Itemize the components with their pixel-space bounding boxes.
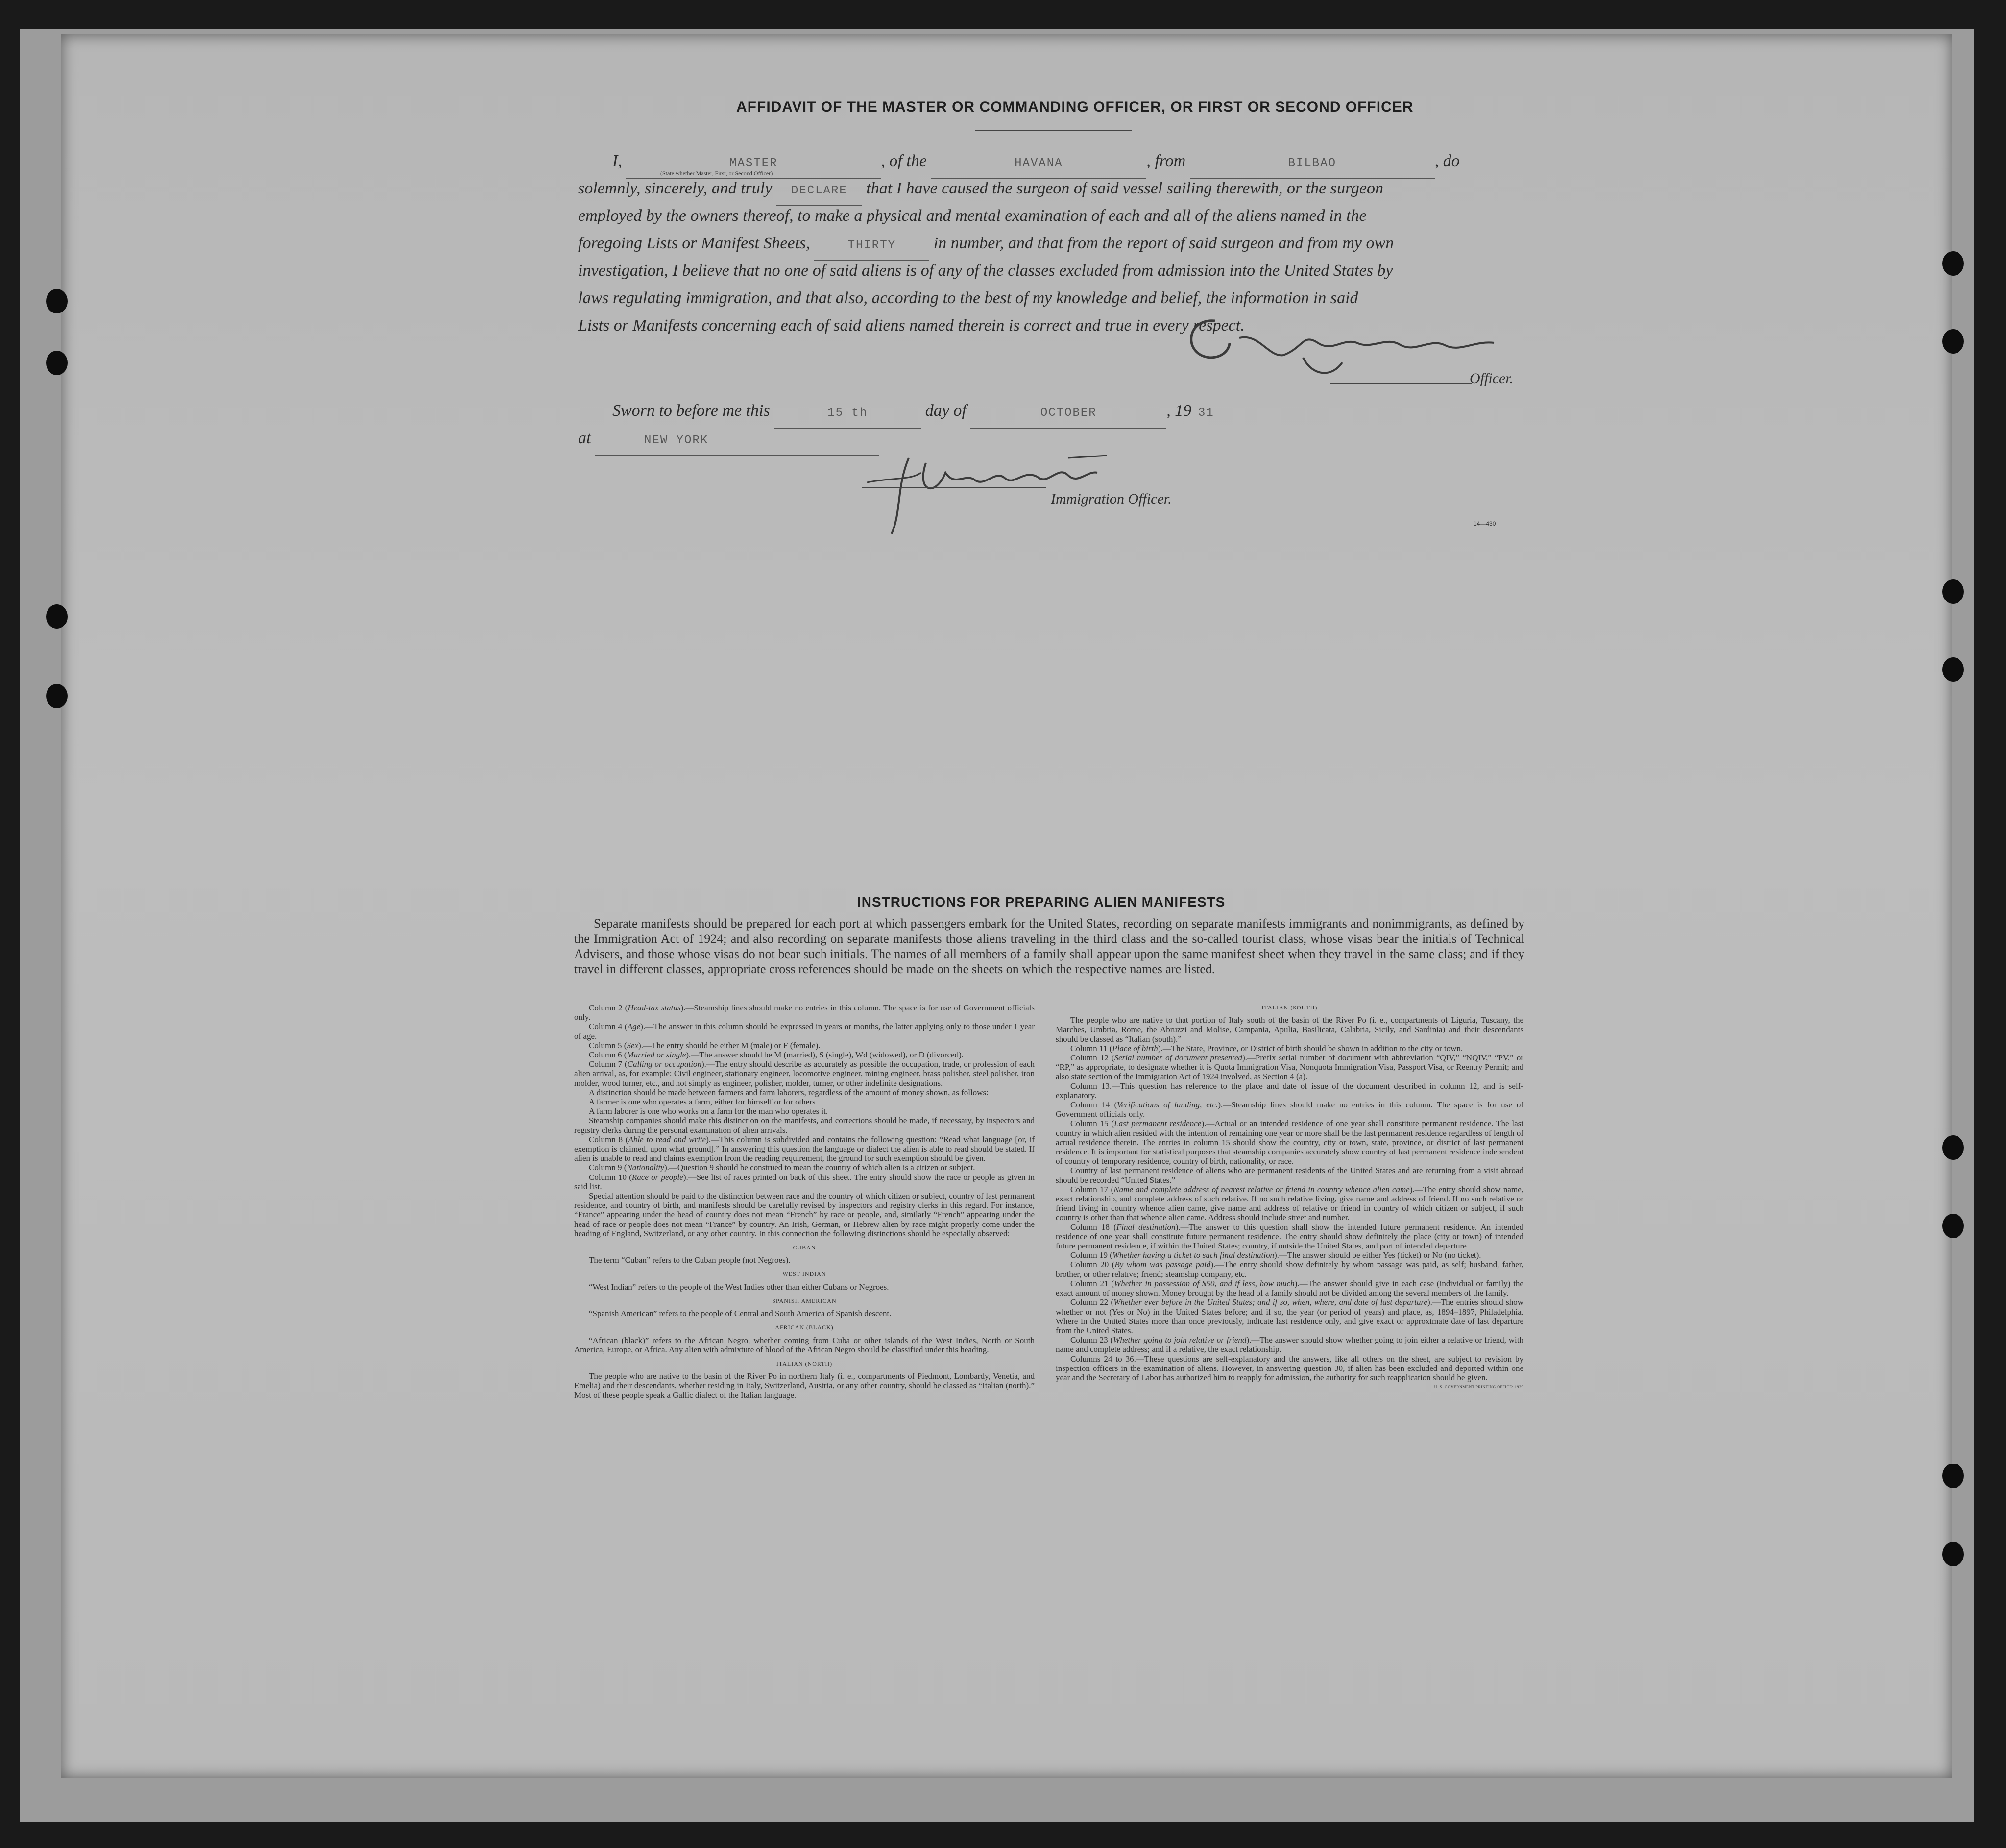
declare-field: DECLARE [776, 177, 862, 206]
instruction-paragraph-text: ).—The answer should be M (married), S (single), Wd (widowed), or D (divorced). [686, 1050, 964, 1060]
instruction-paragraph-label: Column 4 ( [589, 1022, 628, 1032]
instructions-title: INSTRUCTIONS FOR PREPARING ALIEN MANIFESTS [857, 894, 1226, 910]
instruction-paragraph [574, 1135, 1035, 1163]
instruction-paragraph [1056, 1223, 1523, 1251]
vessel-name-field: HAVANA [931, 149, 1146, 179]
affidavit-line-2-rest: that I have caused the surgeon of said vessel sailing therewith, or the surgeon [866, 179, 1384, 197]
instruction-paragraph-italic: Final destination [1116, 1222, 1176, 1232]
officer-signature-line [1330, 383, 1472, 384]
instruction-paragraph-text: —This question has reference to the place and date of issue of the document described in column 12, and is self-explanatory. [1056, 1081, 1523, 1100]
instruction-paragraph-italic: Whether in possession of $50, and if less, how much [1114, 1278, 1295, 1288]
instruction-paragraph-label: Column 9 ( [589, 1163, 627, 1173]
officer-rank-field: MASTER [626, 149, 881, 179]
race-heading: SPANISH AMERICAN [772, 1297, 837, 1304]
instruction-paragraph-text: ).—The answer to this question shall show the intended future permanent residence. An intended residence of one year shall constitute future permanent residence. The entry should show definitely the place (city or town) of intended future permanent residence, if within the United States; country, if outside the United States, and port of intended departure. [1056, 1222, 1523, 1251]
instruction-paragraph [1056, 1100, 1523, 1119]
affidavit-line-3: employed by the owners thereof, to make a physical and mental examination of each and all of the aliens named in the [578, 207, 1367, 225]
instruction-paragraph-italic: Whether going to join relative or friend [1113, 1335, 1247, 1345]
instruction-paragraph-text: ).—The State, Province, or District of birth should be shown in addition to the city or town. [1158, 1043, 1463, 1053]
instruction-paragraph [574, 1050, 1035, 1059]
affidavit-line-4-rest: in number, and that from the report of said surgeon and from my own [933, 234, 1394, 252]
instruction-paragraph-text: ).—Steamship lines should make no entries in this column. The space is for use of Government officials only. [574, 1003, 1035, 1022]
instruction-paragraph-label: Column 2 ( [589, 1003, 628, 1012]
affidavit-title: AFFIDAVIT OF THE MASTER OR COMMANDING OFFICER, OR FIRST OR SECOND OFFICER [736, 99, 1414, 115]
instruction-paragraph [1056, 1354, 1523, 1383]
instruction-paragraph [1056, 1297, 1523, 1335]
immigration-officer-signature-line [862, 487, 1046, 488]
instruction-paragraph [574, 1116, 1035, 1134]
instruction-paragraph-text: ).—The answer should give in each case (individual or family) the exact amount of money shown. Money brought by the head of a family should not be divided among the several members of the family. [1056, 1278, 1523, 1298]
instruction-paragraph-text: Steamship companies should make this distinction on the manifests, and corrections should be made, if necessary, by inspectors and registry clerks during the personal examination of alien arrivals. [574, 1116, 1035, 1135]
punch-hole [1942, 579, 1964, 604]
departure-port-field: BILBAO [1190, 149, 1435, 179]
instruction-paragraph-italic: Married or single [627, 1050, 686, 1060]
day-of-text: day of [925, 402, 967, 420]
sworn-day-field: 15 th [774, 399, 921, 429]
race-heading: WEST INDIAN [782, 1271, 826, 1278]
affidavit-do: , do [1434, 152, 1460, 170]
punch-hole [1942, 1542, 1964, 1566]
instruction-paragraph-text: ).—Prefix serial number of document with abbreviation “QIV,” “NQIV,” “PV,” or “RP,” as appropriate, to designate whether it is Quota Immigration Visa, Nonquota Immigration Visa, Passport Visa, or Reentry Permit; and also state section of the Immigration Act of 1924 involved, as Section 4 (a). [1056, 1053, 1523, 1081]
instruction-paragraph-label: Columns 24 to 36. [1070, 1354, 1136, 1364]
race-heading: CUBAN [793, 1244, 816, 1251]
sworn-place-field: NEW YORK [595, 427, 879, 456]
instruction-paragraph [574, 1041, 1035, 1050]
instruction-paragraph-text: ).—The entries should show whether or not (Yes or No) in the United States before; and if so, the year (or period of years) and place, as, 1894–1897, Philadelphia. Where in the United States more than once previously, indicate last residence only, and give exact or approximate date of last departure from the United States. [1056, 1297, 1524, 1335]
race-definition: The term “Cuban” refers to the Cuban people (not Negroes). [589, 1255, 791, 1265]
instruction-paragraph-text: Country of last permanent residence of aliens who are permanent residents of the United States and are returning from a visit abroad should be recorded “United States.” [1056, 1166, 1523, 1185]
instruction-paragraph-text: A farm laborer is one who works on a farm for the man who operates it. [589, 1106, 828, 1116]
instruction-paragraph-text: ).—Question 9 should be construed to mean the country of which alien is a citizen or subject. [664, 1163, 975, 1173]
instruction-paragraph [1056, 1279, 1523, 1297]
instruction-paragraph [574, 1097, 1035, 1106]
instruction-paragraph-text: ).—Actual or an intended residence of one year shall constitute permanent residence. The last country in which alien resided with the intention of remaining one year or more shall be the last permanent residence regardless of length of actual residence therein. The entries in column 15 should show the country, city or town, state, province, or district of last permanent residence. It is important for statistical purposes that steamship companies accurately show country of last permanent residence independent of country of temporary residence, country of birth, nationality, or race. [1056, 1119, 1523, 1166]
instruction-paragraph-italic: Calling or occupation [627, 1059, 701, 1069]
instructions-left-column [574, 1003, 1035, 1400]
race-definition: The people who are native to the basin of the River Po in northern Italy (i. e., compartments of Piedmont, Lombardy, Venetia, and Emelia) and their descendants, whether residing in Italy, Switzerland, Austria, or any other country, should be classed as “Italian (north).” Most of these people speak a Gallic dialect of the Italian language. [574, 1371, 1035, 1400]
immigration-officer-label: Immigration Officer. [1051, 491, 1172, 507]
instruction-paragraph [574, 1022, 1035, 1040]
instruction-paragraph-italic: Place of birth [1112, 1043, 1158, 1053]
instruction-paragraph [1056, 1053, 1523, 1081]
punch-hole [1942, 1214, 1964, 1238]
instructions-right-column [1056, 1003, 1523, 1392]
affidavit-line-7: Lists or Manifests concerning each of said aliens named therein is correct and true in every respect. [578, 316, 1245, 335]
punch-hole [46, 351, 68, 375]
instruction-paragraph-text: The people who are native to that portion of Italy south of the basin of the River Po (i. e., compartments of Liguria, Tuscany, the Marches, Umbria, Rome, the Abruzzi and Molise, Campania, Apulia, Basilicata, Calabria, Sicily, and Sardinia) and their descendants should be classed as “Italian (south).” [1056, 1015, 1523, 1044]
instruction-paragraph-label: Column 19 ( [1070, 1250, 1112, 1260]
officer-label: Officer. [1470, 370, 1514, 386]
race-definition: “West Indian” refers to the people of the West Indies other than either Cubans or Negroes. [589, 1282, 889, 1292]
instruction-paragraph-label: Column 12 ( [1070, 1053, 1114, 1063]
instruction-paragraph-text: ).—Steamship lines should make no entries in this column. The space is for use of Government officials only. [1056, 1100, 1523, 1119]
instruction-paragraph [1056, 1044, 1523, 1053]
instruction-paragraph-label: Column 5 ( [589, 1040, 627, 1050]
instruction-paragraph [1056, 1166, 1523, 1184]
instruction-paragraph-italic: Head-tax status [628, 1003, 681, 1012]
instruction-paragraph-label: Column 8 ( [589, 1134, 628, 1144]
instruction-paragraph-label: Column 21 ( [1070, 1278, 1114, 1288]
race-heading: AFRICAN (BLACK) [775, 1324, 834, 1331]
affidavit-solemnly: solemnly, sincerely, and truly [578, 179, 773, 197]
affidavit-line-5: investigation, I believe that no one of said aliens is of any of the classes excluded from admission into the United States by [578, 262, 1393, 280]
race-definition: “Spanish American” refers to the people of Central and South America of Spanish descent. [589, 1309, 892, 1319]
sworn-month-field: OCTOBER [970, 399, 1166, 429]
punch-hole [46, 289, 68, 313]
instruction-paragraph-text: ).—The entry should be either M (male) or F (female). [638, 1040, 821, 1050]
instruction-paragraph [574, 1003, 1035, 1022]
instruction-paragraph [1056, 1185, 1523, 1223]
instruction-paragraph [574, 1191, 1035, 1238]
instruction-paragraph-italic: Name and complete address of nearest relative or friend in country whence alien came [1113, 1184, 1410, 1194]
instruction-paragraph-italic: Whether having a ticket to such final destination [1112, 1250, 1274, 1260]
instruction-paragraph-italic: Verifications of landing, etc. [1117, 1100, 1218, 1110]
punch-hole [1942, 329, 1964, 354]
instruction-paragraph-text: A distinction should be made between farmers and farm laborers, regardless of the amount of money shown, as follows: [589, 1087, 989, 1097]
instruction-paragraph [1056, 1015, 1523, 1044]
punch-hole [1942, 1135, 1964, 1160]
race-definition: “African (black)” refers to the African Negro, whether coming from Cuba or other islands of the West Indies, North or South America, Europe, or Africa. Any alien with admixture of blood of the African Negro should be classified under this heading. [574, 1335, 1035, 1354]
sworn-year-field: 31 [1198, 407, 1214, 420]
at-text: at [578, 429, 591, 447]
instruction-paragraph [574, 1173, 1035, 1191]
affidavit-i: I, [612, 152, 622, 170]
title-divider [975, 130, 1132, 131]
instruction-paragraph [1056, 1260, 1523, 1278]
year-prefix: , 19 [1166, 402, 1192, 420]
punch-hole [1942, 657, 1964, 682]
instruction-paragraph-text: ).—The answer in this column should be expressed in years or months, the latter applying only to those under 1 year of age. [574, 1022, 1035, 1041]
italian-south-heading: ITALIAN (SOUTH) [1261, 1004, 1318, 1011]
instruction-paragraph-italic: By whom was passage paid [1114, 1260, 1211, 1270]
instruction-paragraph-text: ).—The answer should be either Yes (ticket) or No (no ticket). [1274, 1250, 1481, 1260]
instruction-paragraph-text: ).—The answer should show whether going to join either a relative or friend, with name and complete address; and if a relative, the exact relationship. [1056, 1335, 1524, 1354]
instruction-paragraph-text: —These questions are self-explanatory and the answers, like all others on the sheet, are subject to revision by inspection officers in the examination of aliens. However, in answering question 30, if alien has been excluded and deported within one year and the Secretary of Labor has authorized him to reapply for admission, the authority for such reapplication should be given. [1056, 1354, 1524, 1382]
instruction-paragraph-italic: Nationality [627, 1163, 664, 1173]
instruction-paragraph-italic: Sex [627, 1040, 639, 1050]
instruction-paragraph-italic: Last permanent residence [1114, 1119, 1202, 1128]
instruction-paragraph-text: ).—The entry should show definitely by whom passage was paid, as self; husband, father, brother, or other relative; friend; steamship company, etc. [1056, 1260, 1523, 1279]
instruction-paragraph [574, 1059, 1035, 1088]
instruction-paragraph-label: Column 22 ( [1070, 1297, 1114, 1307]
officer-rank-hint: (State whether Master, First, or Second Officer) [660, 170, 773, 177]
instruction-paragraph [1056, 1250, 1523, 1260]
instruction-paragraph [1056, 1081, 1523, 1100]
race-distinctions [574, 1243, 1035, 1400]
instruction-paragraph-italic: Whether ever before in the United States; and if so, when, where, and date of last departure [1113, 1297, 1427, 1307]
instruction-paragraph-label: Column 13. [1070, 1081, 1112, 1091]
instruction-paragraph-italic: Able to read and write [628, 1134, 706, 1144]
instruction-paragraph-text: ).—The entry should describe as accurately as possible the occupation, trade, or profession of each alien arrival, as, for example: Civil engineer, stationary engineer, locomotive engineer, mining engineer, brass polisher, steel polisher, iron molder, wood turner, etc., and not simply as engineer, polisher, molder, turner, or other indefinite designations. [574, 1059, 1035, 1088]
punch-hole [46, 604, 68, 629]
affidavit-from: , from [1146, 152, 1186, 170]
instruction-paragraph-label: Column 20 ( [1070, 1260, 1115, 1270]
instruction-paragraph [1056, 1119, 1523, 1166]
affidavit-foregoing: foregoing Lists or Manifest Sheets, [578, 234, 810, 252]
instruction-paragraph-italic: Serial number of document presented [1114, 1053, 1242, 1063]
instruction-paragraph [1056, 1335, 1523, 1354]
instruction-paragraph-text: A farmer is one who operates a farm, either for himself or for others. [589, 1097, 818, 1107]
left-column-paragraphs [574, 1003, 1035, 1238]
instruction-paragraph-label: Column 14 ( [1070, 1100, 1117, 1110]
punch-hole [1942, 251, 1964, 276]
instruction-paragraph-text: Special attention should be paid to the distinction between race and the country of which citizen or subject, country of last permanent residence, and country of birth, and manifests should be carefully revised by inspectors and registry clerks in this regard. For instance, “France” appearing under the head of country does not mean “French” by race or people, and, similarly “French” appearing under the head of race or people does not mean “France” by country. An Irish, German, or Hebrew alien by race might properly come under the heading of England, Switzerland, or any other country. In this connection the following distinctions should be especially observed: [574, 1191, 1035, 1238]
gpo-imprint: U. S. GOVERNMENT PRINTING OFFICE: 1929 [1434, 1385, 1523, 1390]
affidavit-of-the: , of the [881, 152, 927, 170]
instructions-intro: Separate manifests should be prepared for each port at which passengers embark for the United States, recording on separate manifests immigrants and nonimmigrants, as defined by the Immigration Act of 1924; and also recording on separate manifests those aliens traveling in the third class and the so-called tourist class, whose visas bear the initials of Technical Advisers, and those whose visas do not bear such initials. The names of all members of a family shall appear upon the same manifest sheet when they travel in the same class; and if they travel in different classes, appropriate cross references should be made on the sheets on which the respective names are listed. [574, 916, 1524, 976]
instruction-paragraph-label: Column 6 ( [589, 1050, 627, 1060]
instruction-paragraph-label: Column 18 ( [1070, 1222, 1116, 1232]
instruction-paragraph-italic: Age [627, 1022, 641, 1032]
instruction-paragraph-label: Column 23 ( [1070, 1335, 1113, 1345]
affidavit-line-6: laws regulating immigration, and that also, according to the best of my knowledge and belief, the information in said [578, 289, 1358, 307]
race-heading: ITALIAN (NORTH) [776, 1360, 833, 1367]
instruction-paragraph-text: ).—The entry should show name, exact relationship, and complete address of such relative. If no such relative living, give name and address of friend. If no such relative or friend living in country whence alien came, give name and address of relative or friend in country of which citizen or subject, if such country is other than that whence alien came. Address should include street and number. [1056, 1184, 1523, 1223]
right-column-paragraphs [1056, 1015, 1523, 1382]
instruction-paragraph [574, 1088, 1035, 1097]
punch-hole [46, 684, 68, 708]
instruction-paragraph-italic: Race or people [631, 1172, 683, 1182]
instruction-paragraph-label: Column 10 ( [589, 1172, 632, 1182]
instruction-paragraph [574, 1163, 1035, 1172]
form-number: 14—430 [1474, 520, 1496, 527]
instruction-paragraph-text: ).—See list of races printed on back of this sheet. The entry should show the race or people as given in said list. [574, 1172, 1035, 1191]
instruction-paragraph-label: Column 15 ( [1070, 1119, 1114, 1128]
instruction-paragraph-text: ).—This column is subdivided and contains the following question: “Read what language [or, if exemption is claimed, upon what ground].” In answering this question the language or dialect the alien is able to read should be stated. If alien is unable to read and claims exemption from the reading requirement, the ground for such exemption should be given. [574, 1134, 1035, 1163]
sheet-count-field: THIRTY [814, 232, 929, 261]
instruction-paragraph-label: Column 7 ( [589, 1059, 628, 1069]
sworn-text: Sworn to before me this [612, 402, 770, 420]
instruction-paragraph [574, 1106, 1035, 1116]
instruction-paragraph-label: Column 11 ( [1070, 1043, 1112, 1053]
sworn-at-line [578, 424, 879, 456]
punch-hole [1942, 1464, 1964, 1488]
instruction-paragraph-label: Column 17 ( [1070, 1184, 1114, 1194]
